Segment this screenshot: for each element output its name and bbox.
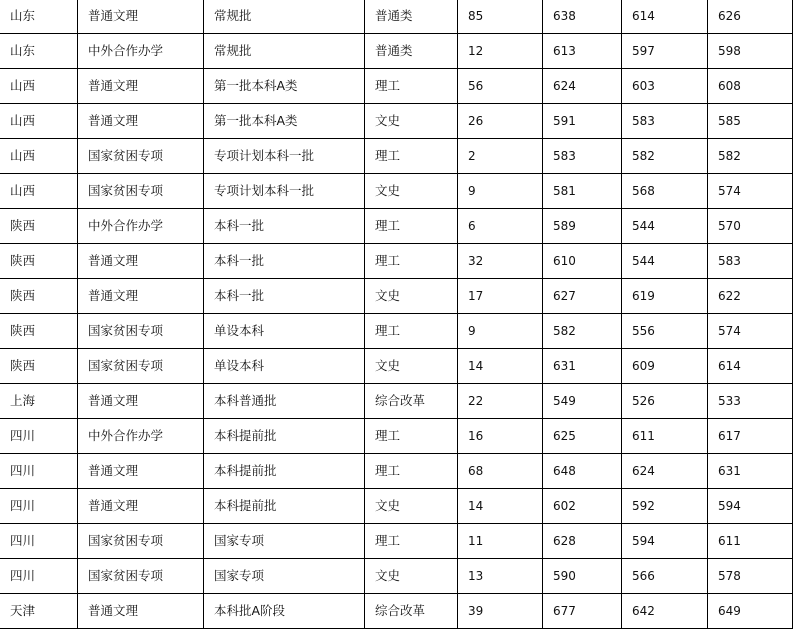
batch-cell: 国家专项: [204, 524, 365, 559]
avg-score-cell: 578: [708, 559, 793, 594]
subject-cell: 文史: [365, 489, 458, 524]
avg-score-cell: 574: [708, 174, 793, 209]
category-cell: 普通文理: [78, 454, 204, 489]
subject-cell: 文史: [365, 104, 458, 139]
avg-score-cell: 649: [708, 594, 793, 629]
subject-cell: 文史: [365, 174, 458, 209]
max-score-cell: 627: [543, 279, 622, 314]
province-cell: 山东: [0, 0, 78, 34]
min-score-cell: 642: [622, 594, 708, 629]
table-row: [0, 489, 793, 524]
table-row: [0, 69, 793, 104]
province-cell: 四川: [0, 454, 78, 489]
avg-score-cell: 574: [708, 314, 793, 349]
avg-score-cell: 622: [708, 279, 793, 314]
table-row: [0, 0, 793, 34]
batch-cell: 本科一批: [204, 279, 365, 314]
plan-count-cell: 16: [458, 419, 543, 454]
province-cell: 陕西: [0, 244, 78, 279]
subject-cell: 理工: [365, 244, 458, 279]
max-score-cell: 613: [543, 34, 622, 69]
subject-cell: 文史: [365, 279, 458, 314]
plan-count-cell: 9: [458, 314, 543, 349]
table-row: [0, 244, 793, 279]
avg-score-cell: 611: [708, 524, 793, 559]
max-score-cell: 602: [543, 489, 622, 524]
table-row: [0, 104, 793, 139]
province-cell: 山西: [0, 69, 78, 104]
max-score-cell: 628: [543, 524, 622, 559]
subject-cell: 理工: [365, 69, 458, 104]
category-cell: 普通文理: [78, 0, 204, 34]
min-score-cell: 582: [622, 139, 708, 174]
max-score-cell: 677: [543, 594, 622, 629]
plan-count-cell: 17: [458, 279, 543, 314]
plan-count-cell: 12: [458, 34, 543, 69]
table-row: [0, 384, 793, 419]
category-cell: 国家贫困专项: [78, 314, 204, 349]
plan-count-cell: 56: [458, 69, 543, 104]
min-score-cell: 597: [622, 34, 708, 69]
min-score-cell: 583: [622, 104, 708, 139]
subject-cell: 理工: [365, 454, 458, 489]
subject-cell: 综合改革: [365, 594, 458, 629]
plan-count-cell: 26: [458, 104, 543, 139]
category-cell: 普通文理: [78, 104, 204, 139]
province-cell: 陕西: [0, 279, 78, 314]
batch-cell: 本科普通批: [204, 384, 365, 419]
avg-score-cell: 583: [708, 244, 793, 279]
table-row: [0, 209, 793, 244]
min-score-cell: 556: [622, 314, 708, 349]
province-cell: 天津: [0, 594, 78, 629]
table-row: [0, 174, 793, 209]
avg-score-cell: 585: [708, 104, 793, 139]
table-row: [0, 279, 793, 314]
subject-cell: 理工: [365, 524, 458, 559]
batch-cell: 本科提前批: [204, 489, 365, 524]
table-row: [0, 419, 793, 454]
table-row: [0, 34, 793, 69]
batch-cell: 常规批: [204, 34, 365, 69]
min-score-cell: 544: [622, 244, 708, 279]
batch-cell: 国家专项: [204, 559, 365, 594]
category-cell: 普通文理: [78, 489, 204, 524]
province-cell: 四川: [0, 419, 78, 454]
max-score-cell: 631: [543, 349, 622, 384]
province-cell: 山西: [0, 174, 78, 209]
category-cell: 国家贫困专项: [78, 559, 204, 594]
min-score-cell: 614: [622, 0, 708, 34]
avg-score-cell: 598: [708, 34, 793, 69]
min-score-cell: 568: [622, 174, 708, 209]
avg-score-cell: 631: [708, 454, 793, 489]
avg-score-cell: 608: [708, 69, 793, 104]
avg-score-cell: 617: [708, 419, 793, 454]
category-cell: 中外合作办学: [78, 419, 204, 454]
table-row: [0, 139, 793, 174]
subject-cell: 普通类: [365, 0, 458, 34]
plan-count-cell: 11: [458, 524, 543, 559]
province-cell: 四川: [0, 524, 78, 559]
batch-cell: 专项计划本科一批: [204, 174, 365, 209]
min-score-cell: 592: [622, 489, 708, 524]
min-score-cell: 526: [622, 384, 708, 419]
max-score-cell: 582: [543, 314, 622, 349]
batch-cell: 本科提前批: [204, 419, 365, 454]
plan-count-cell: 85: [458, 0, 543, 34]
batch-cell: 本科一批: [204, 209, 365, 244]
subject-cell: 文史: [365, 349, 458, 384]
province-cell: 山西: [0, 104, 78, 139]
max-score-cell: 610: [543, 244, 622, 279]
batch-cell: 单设本科: [204, 349, 365, 384]
batch-cell: 单设本科: [204, 314, 365, 349]
plan-count-cell: 14: [458, 489, 543, 524]
avg-score-cell: 614: [708, 349, 793, 384]
batch-cell: 本科批A阶段: [204, 594, 365, 629]
min-score-cell: 619: [622, 279, 708, 314]
category-cell: 中外合作办学: [78, 209, 204, 244]
avg-score-cell: 626: [708, 0, 793, 34]
category-cell: 普通文理: [78, 244, 204, 279]
province-cell: 四川: [0, 559, 78, 594]
category-cell: 普通文理: [78, 69, 204, 104]
max-score-cell: 590: [543, 559, 622, 594]
min-score-cell: 566: [622, 559, 708, 594]
min-score-cell: 594: [622, 524, 708, 559]
table-row: [0, 559, 793, 594]
max-score-cell: 581: [543, 174, 622, 209]
table-row: [0, 349, 793, 384]
province-cell: 陕西: [0, 209, 78, 244]
max-score-cell: 625: [543, 419, 622, 454]
category-cell: 国家贫困专项: [78, 174, 204, 209]
max-score-cell: 549: [543, 384, 622, 419]
province-cell: 陕西: [0, 349, 78, 384]
province-cell: 山东: [0, 34, 78, 69]
avg-score-cell: 533: [708, 384, 793, 419]
plan-count-cell: 22: [458, 384, 543, 419]
max-score-cell: 583: [543, 139, 622, 174]
min-score-cell: 609: [622, 349, 708, 384]
table-row: [0, 524, 793, 559]
min-score-cell: 603: [622, 69, 708, 104]
max-score-cell: 589: [543, 209, 622, 244]
min-score-cell: 611: [622, 419, 708, 454]
plan-count-cell: 39: [458, 594, 543, 629]
avg-score-cell: 582: [708, 139, 793, 174]
table-row: [0, 594, 793, 629]
subject-cell: 理工: [365, 419, 458, 454]
province-cell: 陕西: [0, 314, 78, 349]
category-cell: 普通文理: [78, 594, 204, 629]
batch-cell: 本科一批: [204, 244, 365, 279]
batch-cell: 专项计划本科一批: [204, 139, 365, 174]
category-cell: 普通文理: [78, 279, 204, 314]
province-cell: 山西: [0, 139, 78, 174]
category-cell: 国家贫困专项: [78, 139, 204, 174]
category-cell: 中外合作办学: [78, 34, 204, 69]
avg-score-cell: 570: [708, 209, 793, 244]
subject-cell: 综合改革: [365, 384, 458, 419]
max-score-cell: 624: [543, 69, 622, 104]
subject-cell: 理工: [365, 314, 458, 349]
plan-count-cell: 6: [458, 209, 543, 244]
subject-cell: 理工: [365, 209, 458, 244]
category-cell: 普通文理: [78, 384, 204, 419]
min-score-cell: 544: [622, 209, 708, 244]
min-score-cell: 624: [622, 454, 708, 489]
category-cell: 国家贫困专项: [78, 349, 204, 384]
province-cell: 上海: [0, 384, 78, 419]
plan-count-cell: 2: [458, 139, 543, 174]
max-score-cell: 638: [543, 0, 622, 34]
subject-cell: 文史: [365, 559, 458, 594]
avg-score-cell: 594: [708, 489, 793, 524]
batch-cell: 第一批本科A类: [204, 104, 365, 139]
table-row: [0, 454, 793, 489]
subject-cell: 理工: [365, 139, 458, 174]
plan-count-cell: 32: [458, 244, 543, 279]
batch-cell: 第一批本科A类: [204, 69, 365, 104]
max-score-cell: 648: [543, 454, 622, 489]
batch-cell: 本科提前批: [204, 454, 365, 489]
plan-count-cell: 68: [458, 454, 543, 489]
max-score-cell: 591: [543, 104, 622, 139]
category-cell: 国家贫困专项: [78, 524, 204, 559]
plan-count-cell: 13: [458, 559, 543, 594]
batch-cell: 常规批: [204, 0, 365, 34]
province-cell: 四川: [0, 489, 78, 524]
plan-count-cell: 9: [458, 174, 543, 209]
plan-count-cell: 14: [458, 349, 543, 384]
subject-cell: 普通类: [365, 34, 458, 69]
table-row: [0, 314, 793, 349]
